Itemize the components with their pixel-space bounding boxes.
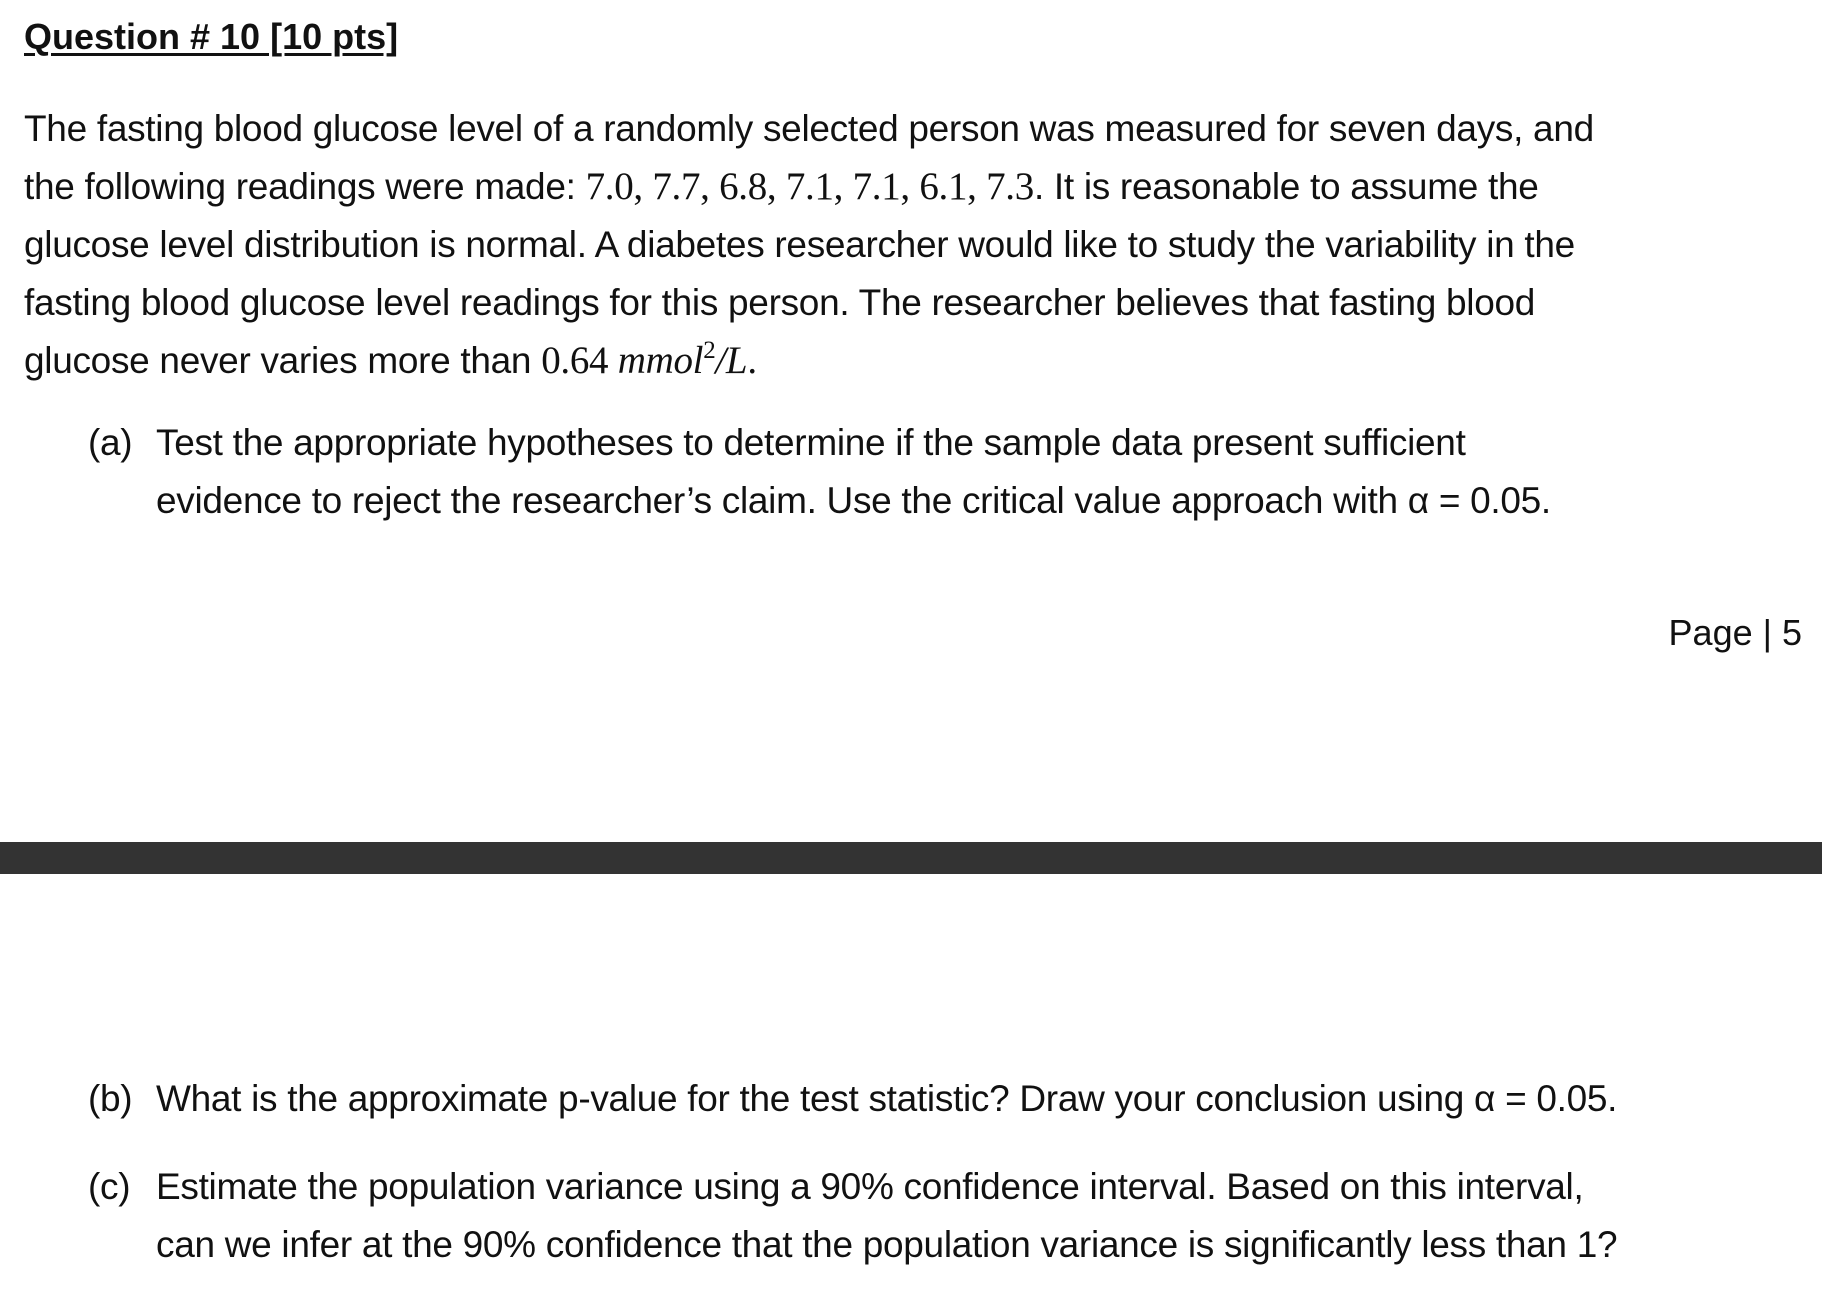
- part-b-line-1: What is the approximate p-value for the test statistic? Draw your conclusion using α = 0.05.: [156, 1078, 1618, 1119]
- part-c-label: (c): [88, 1166, 131, 1207]
- claim-formula: [541, 339, 757, 382]
- body-line-1: The fasting blood glucose level of a randomly selected person was measured for seven days, and: [24, 108, 1594, 149]
- claim-intro: glucose never varies more than: [24, 340, 542, 381]
- page-break-divider: [0, 842, 1822, 874]
- part-a-text: [156, 414, 1551, 530]
- claim-period: .: [747, 339, 757, 382]
- unit-base: mmol: [617, 339, 704, 382]
- claim-value: 0.64: [541, 339, 609, 382]
- part-c-line-1: Estimate the population variance using a 90% confidence interval. Based on this interval,: [156, 1166, 1584, 1207]
- part-b-label: (b): [88, 1078, 133, 1119]
- question-body: [24, 100, 1794, 390]
- readings-values: 7.0, 7.7, 6.8, 7.1, 7.1, 6.1, 7.3: [585, 165, 1034, 208]
- unit-exponent: 2: [703, 337, 716, 364]
- part-b-text: [156, 1070, 1617, 1128]
- body-line-2: [24, 158, 1794, 216]
- part-c-text: [156, 1158, 1617, 1274]
- question-title: Question # 10 [10 pts]: [24, 16, 399, 57]
- part-a-line-2: evidence to reject the researcher’s claim. Use the critical value approach with α = 0.05.: [156, 480, 1551, 521]
- part-a-label: (a): [88, 422, 133, 463]
- part-c-line-2: can we infer at the 90% confidence that the population variance is significantly less than 1?: [156, 1224, 1618, 1265]
- readings-outro: . It is reasonable to assume the: [1033, 166, 1539, 207]
- body-line-4: fasting blood glucose level readings for this person. The researcher believes that fasting blood: [24, 282, 1536, 323]
- body-line-5: [24, 332, 1794, 390]
- unit-tail: /L: [715, 339, 748, 382]
- part-a-line-1: Test the appropriate hypotheses to determine if the sample data present sufficient: [156, 422, 1466, 463]
- readings-intro: the following readings were made:: [24, 166, 586, 207]
- page-number: Page | 5: [1668, 612, 1802, 653]
- body-line-3: glucose level distribution is normal. A diabetes researcher would like to study the variability in the: [24, 224, 1575, 265]
